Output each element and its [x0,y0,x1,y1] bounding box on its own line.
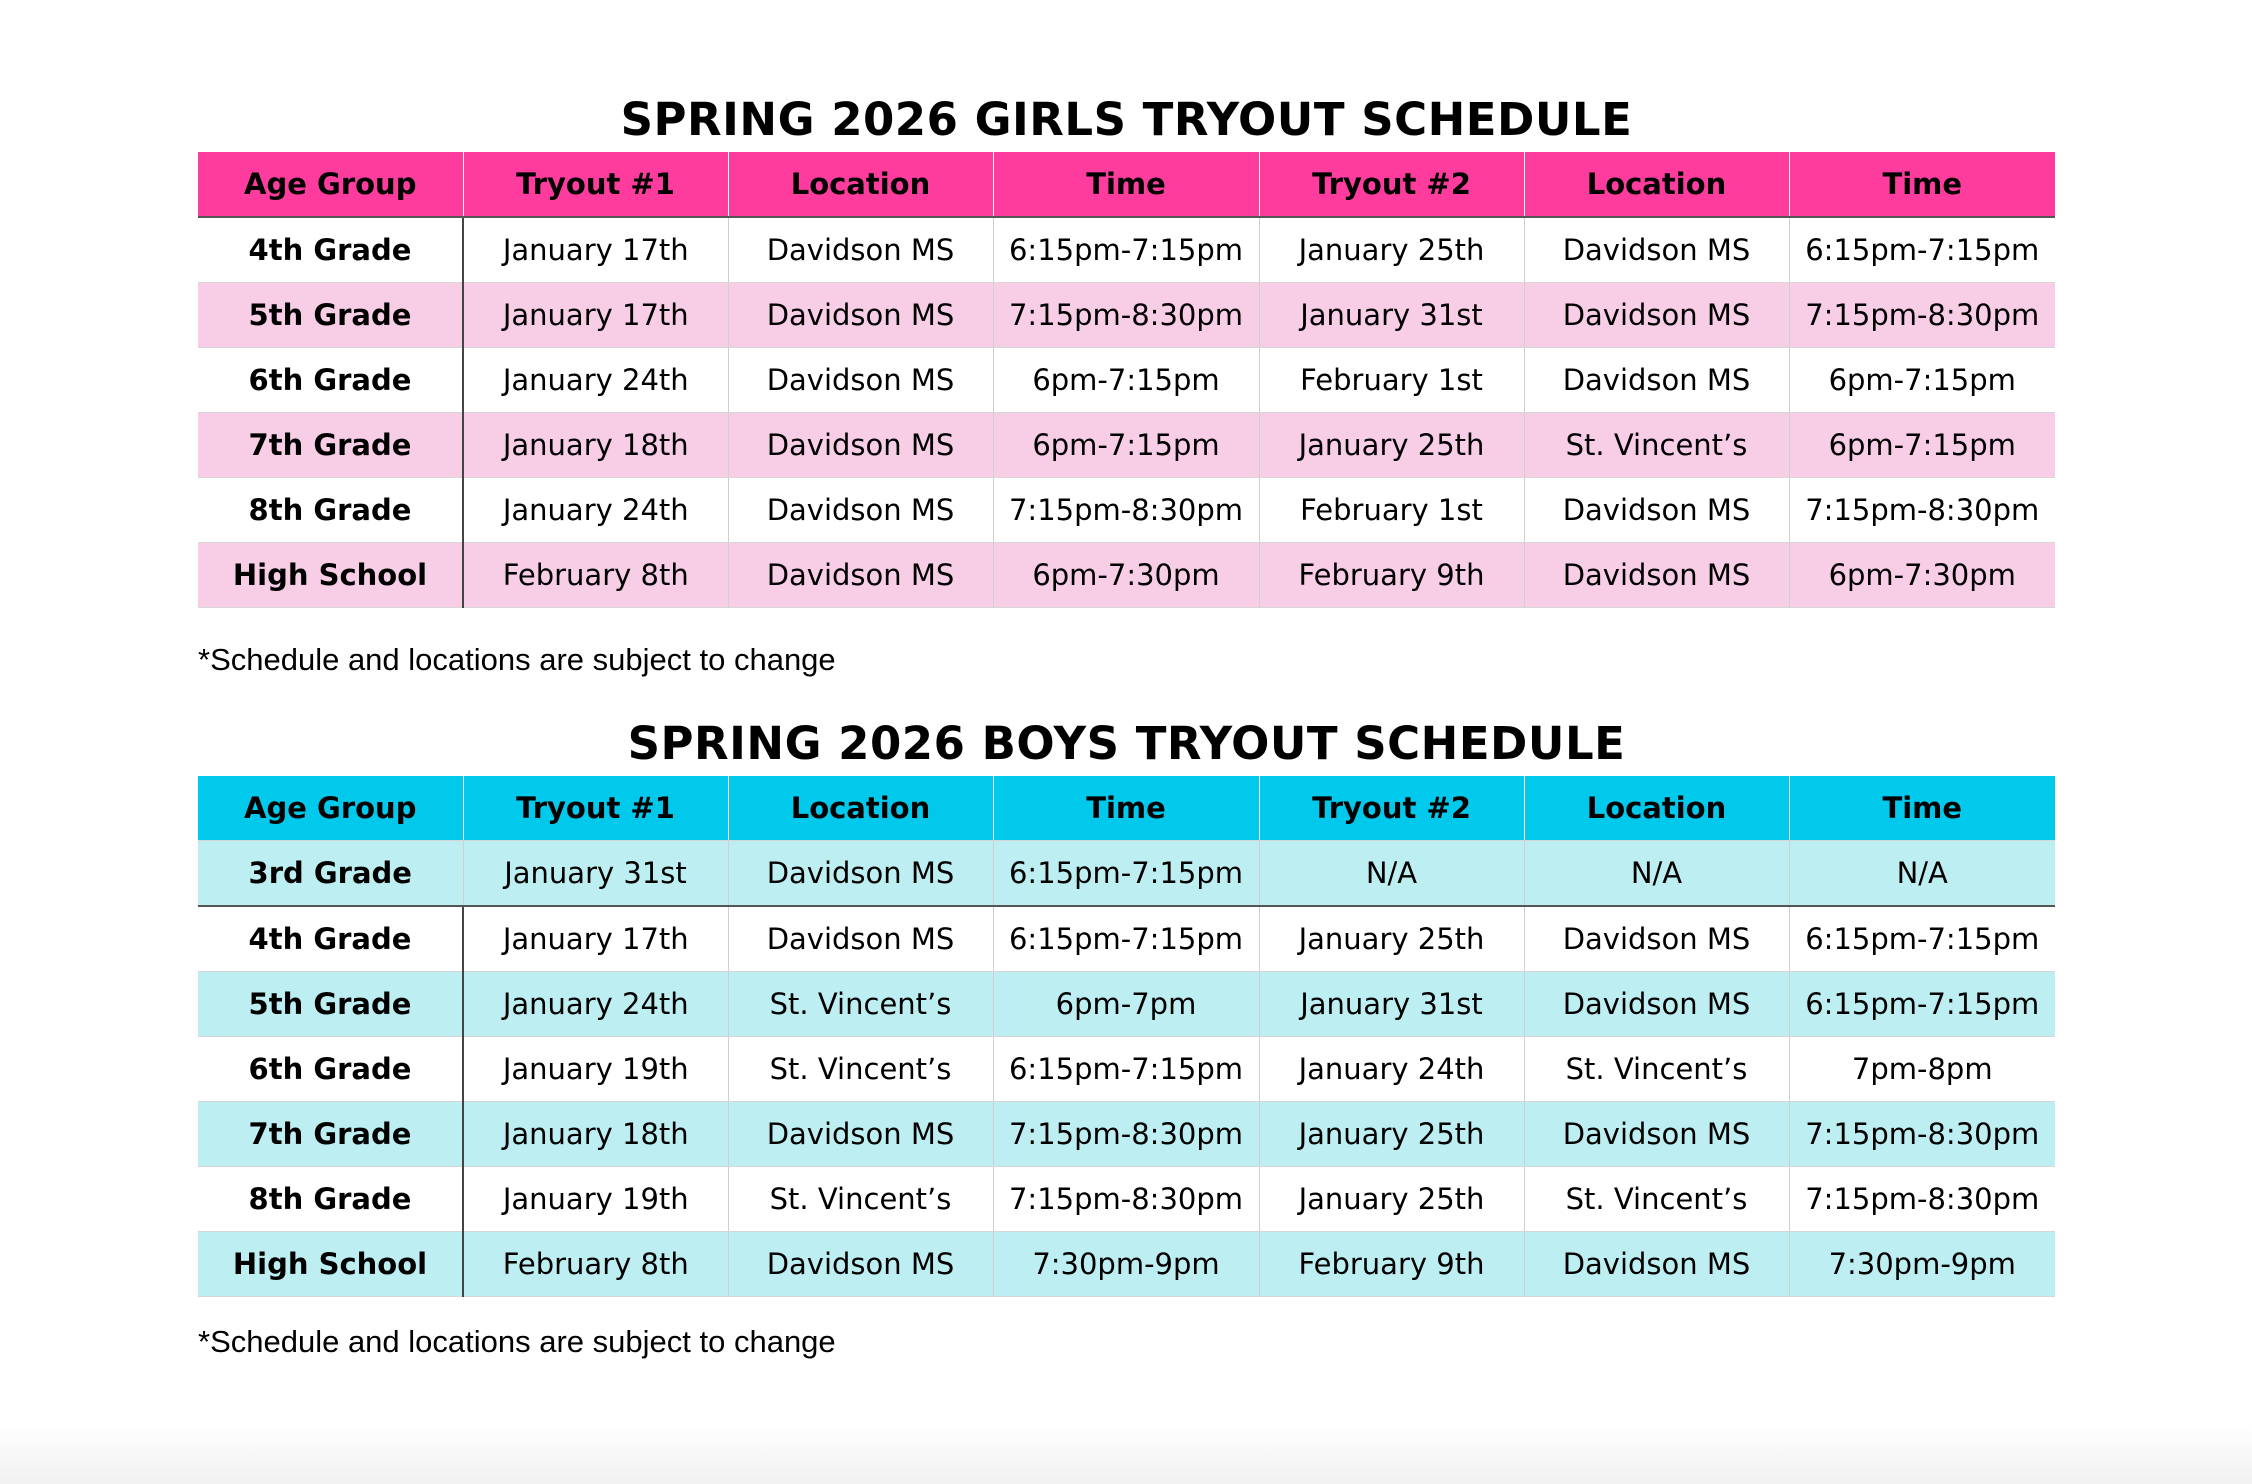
table-cell: February 1st [1259,348,1524,413]
table-cell: Davidson MS [1524,1232,1789,1297]
table-cell: 6:15pm-7:15pm [993,217,1259,283]
table-row [198,906,2055,972]
table-cell: January 25th [1259,413,1524,478]
girls-schedule-table [198,152,2055,608]
table-cell: February 8th [463,1232,728,1297]
table-cell: 6pm-7:15pm [1789,413,2055,478]
table-cell: Davidson MS [728,348,993,413]
table-cell: January 25th [1259,1167,1524,1232]
table-cell: January 24th [463,348,728,413]
age-group-cell: 8th Grade [198,478,463,543]
column-header: Tryout #1 [463,776,728,841]
table-cell: 6:15pm-7:15pm [993,841,1259,907]
table-cell: Davidson MS [1524,478,1789,543]
table-cell: N/A [1524,841,1789,907]
table-cell: 7:30pm-9pm [1789,1232,2055,1297]
age-group-cell: 5th Grade [198,283,463,348]
table-cell: January 24th [463,972,728,1037]
table-cell: 7:15pm-8:30pm [993,283,1259,348]
table-cell: January 25th [1259,217,1524,283]
table-cell: 6pm-7pm [993,972,1259,1037]
table-row [198,1232,2055,1297]
table-row [198,841,2055,907]
age-group-cell: 8th Grade [198,1167,463,1232]
table-cell: Davidson MS [1524,906,1789,972]
table-cell: Davidson MS [1524,348,1789,413]
table-cell: Davidson MS [1524,283,1789,348]
table-cell: January 19th [463,1037,728,1102]
column-header: Location [1524,152,1789,217]
column-header: Time [1789,152,2055,217]
table-cell: St. Vincent’s [728,1167,993,1232]
age-group-cell: 7th Grade [198,1102,463,1167]
table-cell: Davidson MS [728,543,993,608]
table-row [198,1037,2055,1102]
table-cell: Davidson MS [1524,543,1789,608]
table-cell: January 31st [1259,972,1524,1037]
table-cell: January 31st [1259,283,1524,348]
table-cell: January 24th [1259,1037,1524,1102]
table-cell: St. Vincent’s [1524,1167,1789,1232]
table-cell: 7:30pm-9pm [993,1232,1259,1297]
age-group-cell: 4th Grade [198,906,463,972]
table-cell: St. Vincent’s [1524,413,1789,478]
table-cell: January 17th [463,217,728,283]
age-group-cell: 5th Grade [198,972,463,1037]
table-cell: 7:15pm-8:30pm [1789,1167,2055,1232]
table-cell: 6pm-7:15pm [993,413,1259,478]
table-cell: 6:15pm-7:15pm [993,906,1259,972]
table-cell: January 17th [463,283,728,348]
table-cell: 6pm-7:15pm [993,348,1259,413]
age-group-cell: 7th Grade [198,413,463,478]
table-cell: January 25th [1259,906,1524,972]
page-bottom-shade [0,1424,2252,1484]
boys-schedule-table [198,776,2055,1297]
table-cell: 6:15pm-7:15pm [1789,972,2055,1037]
boys-schedule-section [198,712,2055,1359]
table-cell: February 9th [1259,543,1524,608]
table-cell: Davidson MS [1524,217,1789,283]
column-header: Tryout #2 [1259,152,1524,217]
column-header: Tryout #2 [1259,776,1524,841]
table-cell: 6:15pm-7:15pm [993,1037,1259,1102]
table-cell: January 18th [463,413,728,478]
age-group-cell: 6th Grade [198,348,463,413]
girls-schedule-title: SPRING 2026 GIRLS TRYOUT SCHEDULE [620,93,1633,146]
column-header: Location [728,776,993,841]
table-cell: February 1st [1259,478,1524,543]
age-group-cell: 6th Grade [198,1037,463,1102]
column-header: Time [1789,776,2055,841]
table-cell: January 19th [463,1167,728,1232]
table-cell: St. Vincent’s [728,972,993,1037]
table-row [198,413,2055,478]
table-cell: 6pm-7:30pm [993,543,1259,608]
table-cell: January 17th [463,906,728,972]
table-cell: January 31st [463,841,728,907]
table-cell: Davidson MS [728,1102,993,1167]
table-cell: 7pm-8pm [1789,1037,2055,1102]
column-header: Time [993,152,1259,217]
age-group-cell: High School [198,543,463,608]
column-header: Time [993,776,1259,841]
age-group-cell: High School [198,1232,463,1297]
table-cell: Davidson MS [728,283,993,348]
table-cell: 7:15pm-8:30pm [1789,478,2055,543]
table-cell: St. Vincent’s [728,1037,993,1102]
column-header: Age Group [198,152,463,217]
boys-schedule-title: SPRING 2026 BOYS TRYOUT SCHEDULE [627,717,1626,770]
table-cell: Davidson MS [1524,972,1789,1037]
column-header: Location [728,152,993,217]
column-header: Tryout #1 [463,152,728,217]
table-row [198,478,2055,543]
table-row [198,972,2055,1037]
table-cell: January 25th [1259,1102,1524,1167]
table-cell: 7:15pm-8:30pm [993,478,1259,543]
table-cell: N/A [1789,841,2055,907]
table-cell: Davidson MS [728,217,993,283]
table-cell: 6:15pm-7:15pm [1789,217,2055,283]
table-header-row [198,152,2055,217]
table-cell: 7:15pm-8:30pm [1789,1102,2055,1167]
table-cell: February 9th [1259,1232,1524,1297]
table-cell: 6pm-7:30pm [1789,543,2055,608]
age-group-cell: 3rd Grade [198,841,463,907]
table-cell: Davidson MS [728,478,993,543]
column-header: Age Group [198,776,463,841]
column-header: Location [1524,776,1789,841]
table-cell: 7:15pm-8:30pm [993,1102,1259,1167]
age-group-cell: 4th Grade [198,217,463,283]
table-cell: Davidson MS [728,906,993,972]
table-row [198,1102,2055,1167]
table-cell: Davidson MS [728,413,993,478]
table-cell: Davidson MS [728,1232,993,1297]
table-cell: February 8th [463,543,728,608]
table-cell: N/A [1259,841,1524,907]
table-cell: St. Vincent’s [1524,1037,1789,1102]
table-cell: 7:15pm-8:30pm [993,1167,1259,1232]
boys-schedule-note: *Schedule and locations are subject to change [198,1324,836,1359]
table-row [198,348,2055,413]
table-row [198,1167,2055,1232]
girls-schedule-note: *Schedule and locations are subject to change [198,642,836,677]
table-cell: January 18th [463,1102,728,1167]
table-cell: 7:15pm-8:30pm [1789,283,2055,348]
table-cell: January 24th [463,478,728,543]
table-row [198,283,2055,348]
table-cell: 6pm-7:15pm [1789,348,2055,413]
table-cell: 6:15pm-7:15pm [1789,906,2055,972]
table-row [198,543,2055,608]
table-header-row [198,776,2055,841]
table-cell: Davidson MS [728,841,993,907]
table-cell: Davidson MS [1524,1102,1789,1167]
table-row [198,217,2055,283]
girls-schedule-section [198,88,2055,677]
